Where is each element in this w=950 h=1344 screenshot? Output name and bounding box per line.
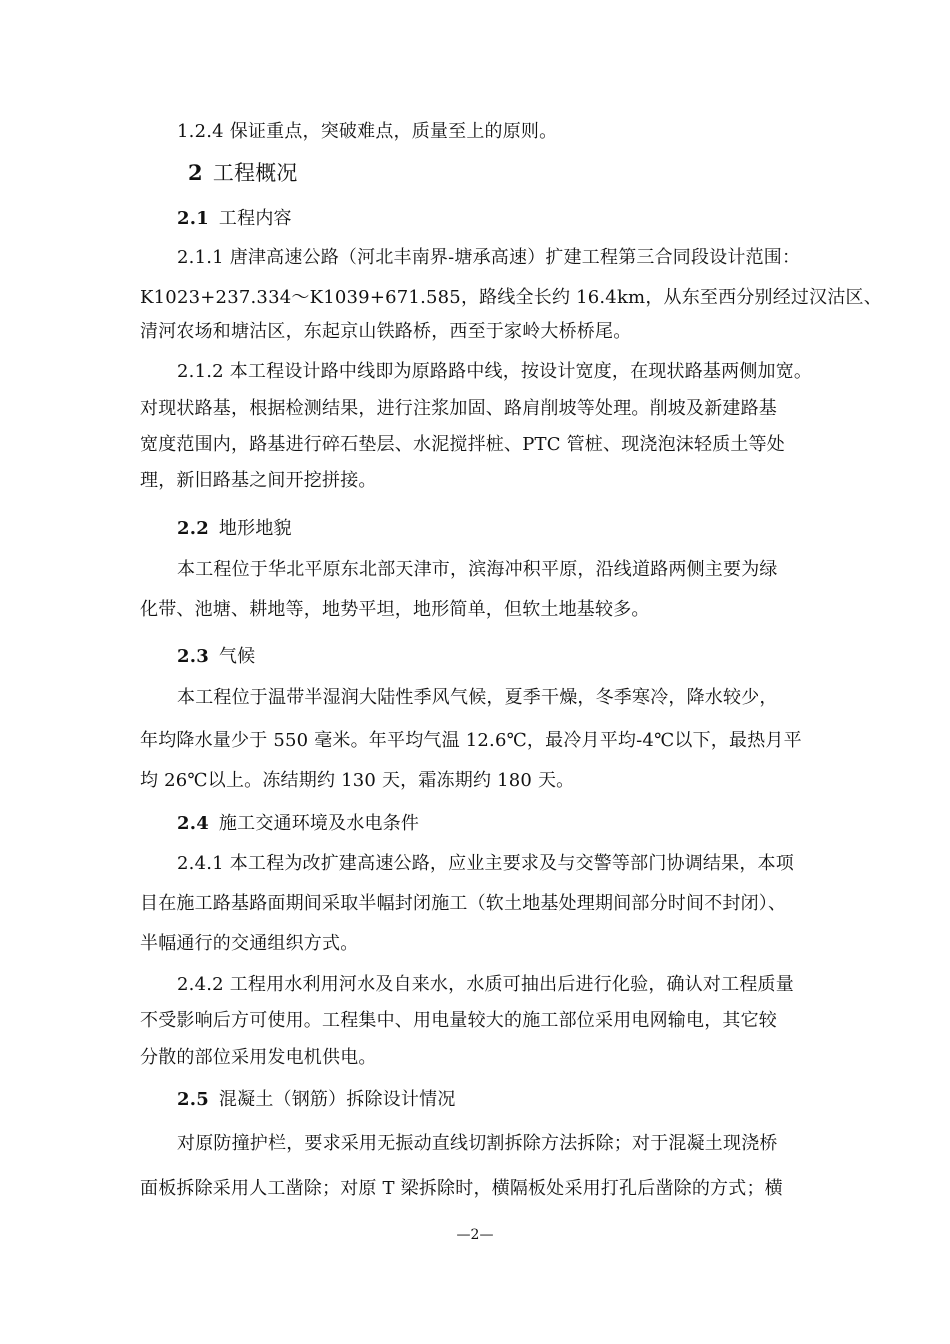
heading-number: 2.5 <box>177 1089 209 1110</box>
paragraph-2-4-1-line-1: 2.4.1 本工程为改扩建高速公路，应业主要求及与交警等部门协调结果，本项 <box>177 853 794 874</box>
paragraph-2-1-1-line-2: K1023+237.334～K1039+671.585，路线全长约 16.4km，从东至西分别经过汉沽区、 <box>140 287 882 308</box>
paragraph-2-1-2-line-3: 宽度范围内，路基进行碎石垫层、水泥搅拌桩、PTC 管桩、现浇泡沫轻质土等处 <box>140 434 786 455</box>
paragraph-2-4-2-line-1: 2.4.2 工程用水利用河水及自来水，水质可抽出后进行化验，确认对工程质量 <box>177 974 794 995</box>
heading-section-2-4 <box>177 813 419 835</box>
paragraph-2-1-2-line-1: 2.1.2 本工程设计路中线即为原路路中线，按设计宽度，在现状路基两侧加宽。 <box>177 361 813 382</box>
heading-section-2-2 <box>177 518 292 540</box>
paragraph-2-4-2-line-3: 分散的部位采用发电机供电。 <box>140 1047 377 1068</box>
heading-number: 2.3 <box>177 646 209 667</box>
paragraph-2-4-1-line-2: 目在施工路基路面期间采取半幅封闭施工（软土地基处理期间部分时间不封闭）、 <box>140 893 787 914</box>
paragraph-2-4-1-line-3: 半幅通行的交通组织方式。 <box>140 933 359 954</box>
paragraph-2-3-line-1: 本工程位于温带半湿润大陆性季风气候，夏季干燥，冬季寒冷，降水较少， <box>177 687 778 708</box>
heading-section-2-3 <box>177 646 255 668</box>
paragraph-2-5-line-1: 对原防撞护栏，要求采用无振动直线切割拆除方法拆除；对于混凝土现浇桥 <box>177 1133 778 1154</box>
paragraph-2-4-2-line-2: 不受影响后方可使用。工程集中、用电量较大的施工部位采用电网输电，其它较 <box>140 1010 777 1031</box>
paragraph-1-2-4: 1.2.4 保证重点，突破难点，质量至上的原则。 <box>177 121 558 142</box>
paragraph-2-1-1-line-3: 清河农场和塘沽区，东起京山铁路桥，西至于家岭大桥桥尾。 <box>140 321 632 342</box>
paragraph-2-1-1-line-1: 2.1.1 唐津高速公路（河北丰南界-塘承高速）扩建工程第三合同段设计范围： <box>177 247 801 268</box>
paragraph-2-1-2-line-2: 对现状路基，根据检测结果，进行注浆加固、路肩削坡等处理。削坡及新建路基 <box>140 398 777 419</box>
paragraph-2-3-line-2: 年均降水量少于 550 毫米。年平均气温 12.6℃，最冷月平均-4℃以下，最热月平 <box>140 730 802 751</box>
paragraph-2-5-line-2: 面板拆除采用人工凿除；对原 T 梁拆除时，横隔板处采用打孔后凿除的方式；横 <box>140 1178 783 1199</box>
paragraph-2-2-line-2: 化带、池塘、耕地等，地势平坦，地形简单，但软土地基较多。 <box>140 599 650 620</box>
page-number: —2— <box>456 1227 494 1243</box>
heading-title: 工程内容 <box>218 208 292 229</box>
heading-section-2 <box>188 160 298 186</box>
paragraph-2-2-line-1: 本工程位于华北平原东北部天津市，滨海冲积平原，沿线道路两侧主要为绿 <box>177 559 778 580</box>
heading-title: 混凝土（钢筋）拆除设计情况 <box>218 1089 456 1110</box>
heading-number: 2.2 <box>177 518 209 539</box>
heading-number: 2.1 <box>177 208 209 229</box>
heading-title: 施工交通环境及水电条件 <box>218 813 420 834</box>
paragraph-2-3-line-3: 均 26℃以上。冻结期约 130 天，霜冻期约 180 天。 <box>140 770 575 791</box>
paragraph-2-1-2-line-4: 理，新旧路基之间开挖拼接。 <box>140 470 377 491</box>
heading-title: 气候 <box>218 646 256 667</box>
heading-section-2-1 <box>177 208 292 230</box>
heading-title: 地形地貌 <box>218 518 292 539</box>
heading-title: 工程概况 <box>212 161 298 185</box>
heading-number: 2 <box>188 160 203 185</box>
heading-section-2-5 <box>177 1089 456 1111</box>
heading-number: 2.4 <box>177 813 209 834</box>
